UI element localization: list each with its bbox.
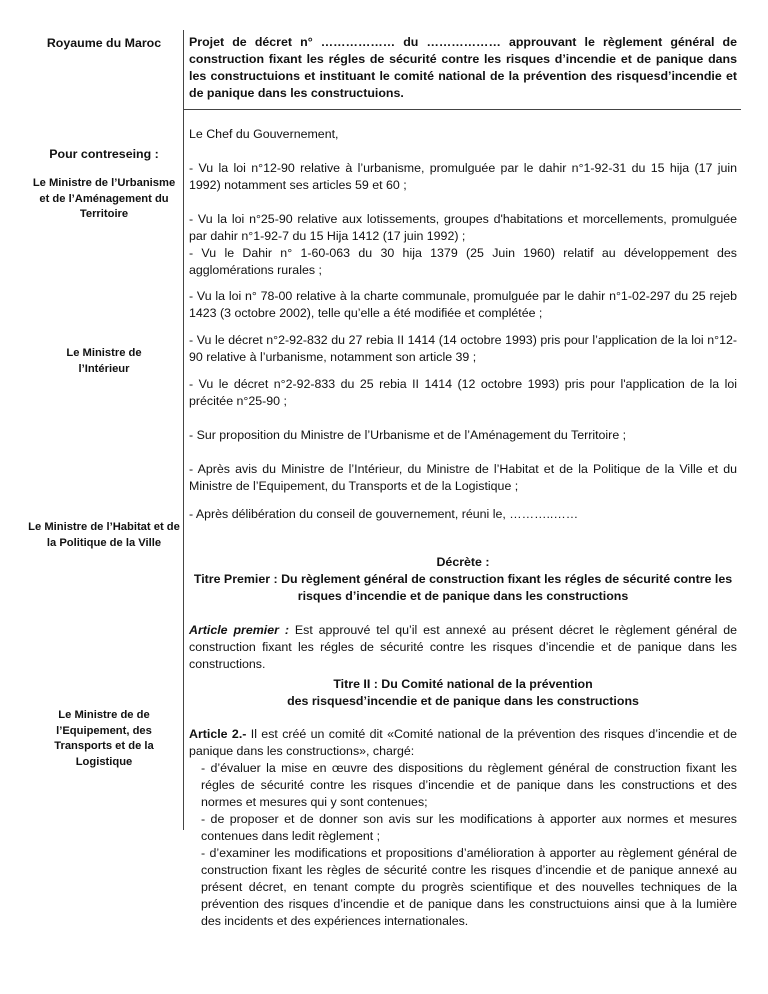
vu-78-00: - Vu la loi n° 78-00 relative à la charte communale, promulguée par le dahir n°1-02-297 du 25 rejeb 1423 (3 octobre 2002), telle qu’elle a été modifiée et complétée ; xyxy=(189,289,737,320)
minister-habitat: Le Ministre de l’Habitat et de la Politique de la Ville xyxy=(28,521,180,549)
article-premier xyxy=(189,622,737,673)
proposition-line: - Sur proposition du Ministre de l’Urbanisme et de l’Aménagement du Territoire ; xyxy=(189,428,627,442)
minister-urbanisme: Le Ministre de l’Urbanisme et de l’Aménagement du Territoire xyxy=(32,177,176,220)
kingdom-heading: Royaume du Maroc xyxy=(46,36,162,50)
decree-title: Projet de décret n° ……………… du ……………… approuvant le règlement général de construction fixant les régles de sécurité contre les risques d’incendie et de panique dans les constructuions et instituant le comité national de la prévention des risquesd’incendie et de panique dans les constructuions. xyxy=(189,35,737,100)
contreseing-label: Pour contreseing : xyxy=(49,147,159,161)
article-premier-label: Article premier : xyxy=(189,623,289,637)
article-premier-text: Est approuvé tel qu’il est annexé au présent décret le règlement général de construction fixant les régles de sécurité contre les risques d’incendie et de panique dans les constructions. xyxy=(189,623,737,671)
vu-25-90: - Vu la loi n°25-90 relative aux lotissements, groupes d'habitations et morcellements, promulguée par dahir n°1-92-7 du 15 Hija 1412 (17 juin 1992) ; xyxy=(189,212,737,243)
vu-dahir-1-60-063: - Vu le Dahir n° 1-60-063 du 30 hija 1379 (25 Juin 1960) relatif au développement des agglomérations rurales ; xyxy=(189,246,737,277)
titre-premier-heading: Titre Premier : Du règlement général de construction fixant les régles de sécurité contre les risques d’incendie et de panique dans les constructions xyxy=(193,572,733,603)
titre-ii-heading-line2: des risquesd’incendie et de panique dans les constructions xyxy=(287,694,639,708)
decrete-heading: Décrète : xyxy=(436,555,490,569)
chef-line: Le Chef du Gouvernement, xyxy=(189,127,339,141)
minister-equipement: Le Ministre de de l’Equipement, des Transports et de la Logistique xyxy=(54,709,154,768)
vu-decret-2-92-833: - Vu le décret n°2-92-833 du 25 rebia II 1414 (12 octobre 1993) pris pour l'application de la loi précitée n°25-90 ; xyxy=(189,377,737,408)
titre-ii-heading-line1: Titre II : Du Comité national de la prévention xyxy=(333,677,593,691)
deliberation-line: - Après délibération du conseil de gouvernement, réuni le, ………..…… xyxy=(189,507,579,521)
article-2-item-2: - de proposer et de donner son avis sur les modifications à apporter aux normes et mesures contenues dans ledit règlement ; xyxy=(201,812,737,843)
article-2-item-3: - d’examiner les modifications et propositions d’amélioration à apporter au règlement général de construction fixant les règles de sécurité contre les risques d’incendie et de panique annexé au présent décret, en tenant compte du progrès scientifique et des nouvelles techniques de la prévention des risques d’incendie et de panique dans les constructuions ainsi que à la lumière des incidents et des expériences internationales. xyxy=(201,846,737,928)
article-2-label: Article 2.- xyxy=(189,727,247,741)
vu-decret-2-92-832: - Vu le décret n°2-92-832 du 27 rebia II 1414 (14 octobre 1993) pris pour l’application de la loi n°12-90 relative à l’urbanisme, notamment son article 39 ; xyxy=(189,333,737,364)
article-2 xyxy=(189,726,737,760)
header-divider xyxy=(184,109,741,110)
vu-12-90: - Vu la loi n°12-90 relative à l’urbanisme, promulguée par le dahir n°1-92-31 du 15 hija (17 juin 1992) notamment ses articles 59 et 60 ; xyxy=(189,161,737,192)
avis-line: - Après avis du Ministre de l’Intérieur, du Ministre de l’Habitat et de la Politique de la Ville et du Ministre de l’Equipement, du Transports et de la Logistique ; xyxy=(189,462,737,493)
column-divider xyxy=(183,30,184,830)
article-2-text: Il est créé un comité dit «Comité national de la prévention des risques d’incendie et de panique dans les constructions», chargé: xyxy=(189,727,737,758)
article-2-item-1: - d’évaluer la mise en œuvre des dispositions du règlement général de construction fixant les régles de sécurité contre les risques d’incendie et de panique dans les constructions et des normes et mesures qui y sont contenues; xyxy=(201,761,737,809)
minister-interieur: Le Ministre de l’Intérieur xyxy=(66,347,142,375)
signature-column xyxy=(26,0,182,994)
